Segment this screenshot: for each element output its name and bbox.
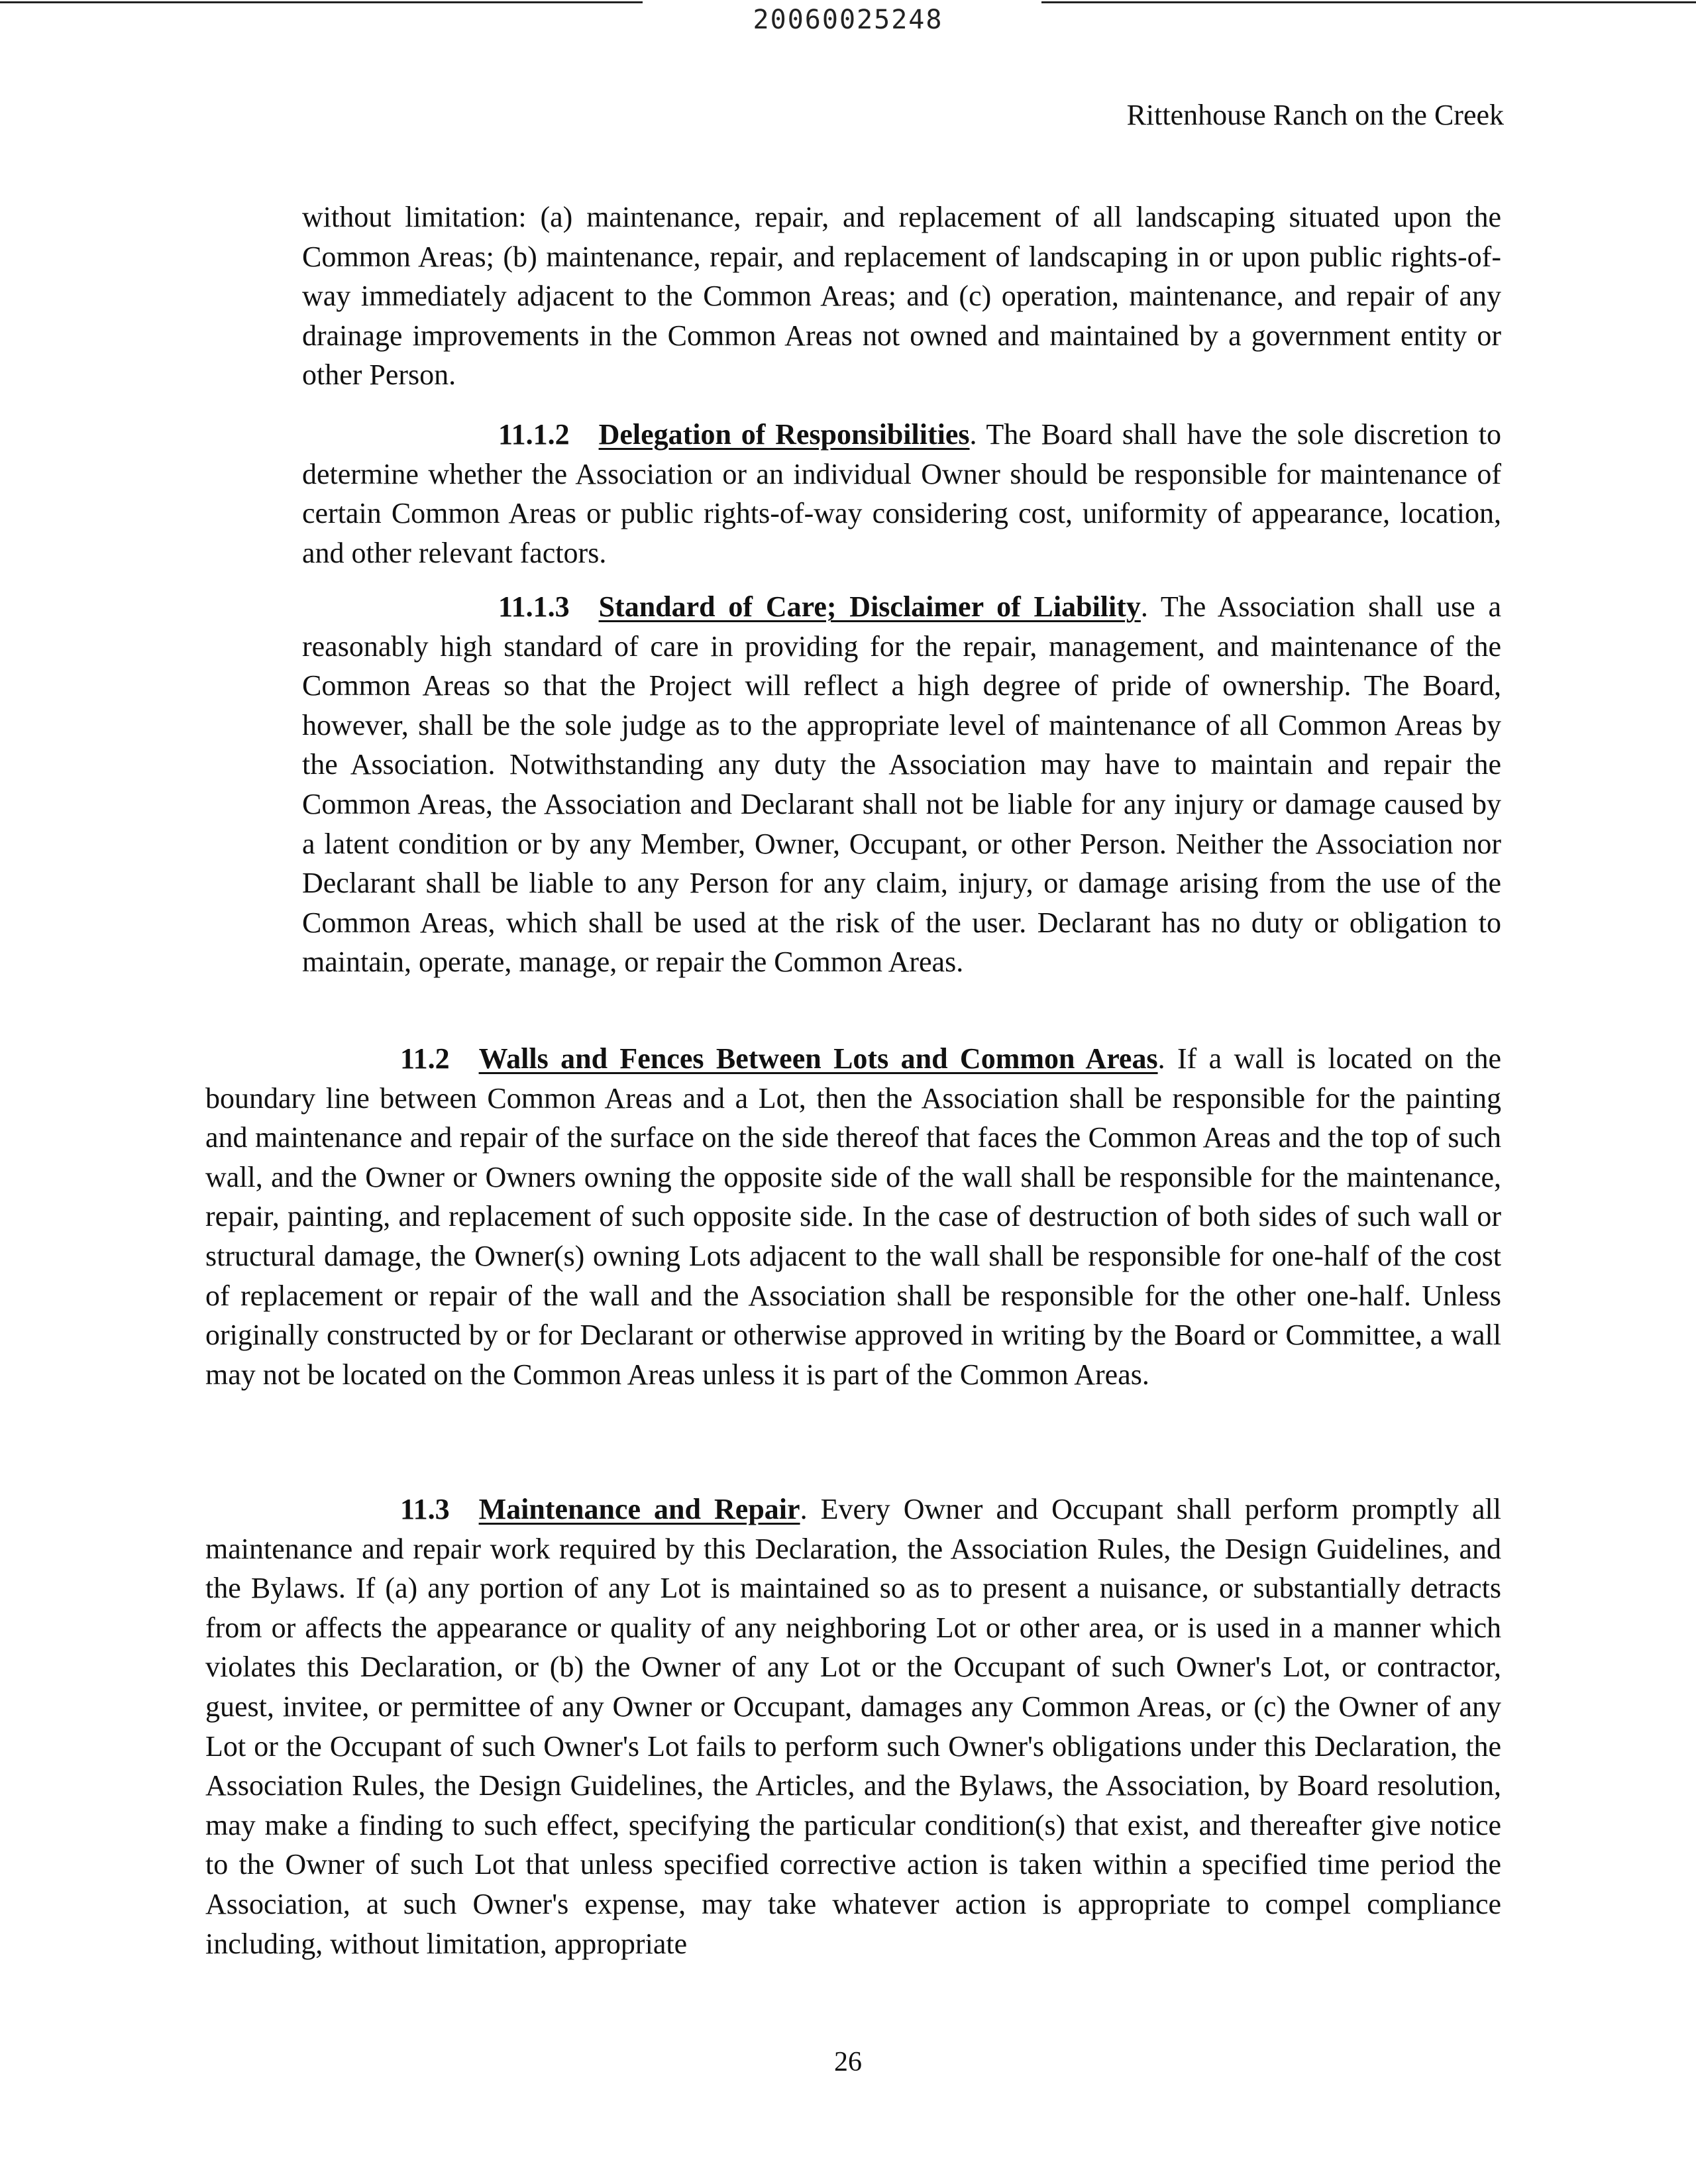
section-text: . If a wall is located on the boundary line between Common Areas and a Lot, then the Association shall be responsible for the painting and maintenance and repair of the surface on the side thereof that faces the Common Areas and the top of such wall, and the Owner or Owners owning the opposite side of the wall shall be responsible for the maintenance, repair, painting, and replacement of such opposite side. In the case of destruction of both sides of such wall or structural damage, the Owner(s) owning Lots adjacent to the wall shall be responsible for one-half of the cost of replacement or repair of the wall and the Association shall be responsible for the other one-half. Unless originally constructed by or for Declarant or otherwise approved in writing by the Board or Committee, a wall may not be located on the Common Areas unless it is part of the Common Areas. bbox=[205, 1042, 1501, 1391]
document-number: 20060025248 bbox=[753, 5, 943, 35]
section-11-1-3 bbox=[302, 587, 1501, 982]
section-number: 11.2 bbox=[400, 1042, 450, 1075]
section-number: 11.1.3 bbox=[498, 590, 570, 623]
section-number: 11.1.2 bbox=[498, 418, 570, 451]
section-heading: Walls and Fences Between Lots and Common Areas bbox=[478, 1042, 1158, 1075]
section-number: 11.3 bbox=[400, 1493, 450, 1525]
section-heading: Delegation of Responsibilities bbox=[598, 418, 970, 451]
running-header: Rittenhouse Ranch on the Creek bbox=[1126, 99, 1504, 131]
section-11-3 bbox=[205, 1490, 1501, 1963]
section-11-1-2 bbox=[302, 415, 1501, 573]
section-heading: Standard of Care; Disclaimer of Liability bbox=[598, 590, 1141, 623]
section-text: . The Board shall have the sole discretion to determine whether the Association or an individual Owner should be responsible for maintenance of certain Common Areas or public rights-of-way considering cost, uniformity of appearance, location, and other relevant factors. bbox=[302, 418, 1502, 569]
intro-paragraph: without limitation: (a) maintenance, repair, and replacement of all landscaping situated upon the Common Areas; (b) maintenance, repair, and replacement of landscaping in or upon public rights-of-way immediately adjacent to the Common Areas; and (c) operation, maintenance, and repair of any drainage improvements in the Common Areas not owned and maintained by a government entity or other Person. bbox=[302, 201, 1501, 392]
page-number: 26 bbox=[834, 2047, 862, 2077]
section-11-2 bbox=[205, 1039, 1501, 1394]
section-text: . The Association shall use a reasonably high standard of care in providing for the repair, management, and maintenance of the Common Areas so that the Project will reflect a high degree of pride of ownership. The Board, however, shall be the sole judge as to the appropriate level of maintenance of all Common Areas by the Association. Notwithstanding any duty the Association may have to maintain and repair the Common Areas, the Association and Declarant shall not be liable for any injury or damage caused by a latent condition or by any Member, Owner, Occupant, or other Person. Neither the Association nor Declarant shall be liable to any Person for any claim, injury, or damage arising from the use of the Common Areas, which shall be used at the risk of the user. Declarant has no duty or obligation to maintain, operate, manage, or repair the Common Areas. bbox=[302, 590, 1501, 979]
section-heading: Maintenance and Repair bbox=[478, 1493, 800, 1525]
section-text: . Every Owner and Occupant shall perform promptly all maintenance and repair work required by this Declaration, the Association Rules, the Design Guidelines, and the Bylaws. If (a) any portion of any Lot is maintained so as to present a nuisance, or substantially detracts from or affects the appearance or quality of any neighboring Lot or other area, or is used in a manner which violates this Declaration, or (b) the Owner of any Lot or the Occupant of such Owner's Lot, or contractor, guest, invitee, or permittee of any Owner or Occupant, damages any Common Areas, or (c) the Owner of any Lot or the Occupant of such Owner's Lot fails to perform such Owner's obligations under this Declaration, the Association Rules, the Design Guidelines, the Articles, and the Bylaws, the Association, by Board resolution, may make a finding to such effect, specifying the particular condition(s) that exist, and thereafter give notice to the Owner of such Lot that unless specified corrective action is taken within a specified time period the Association, at such Owner's expense, may take whatever action is appropriate to compel compliance including, without limitation, appropriate bbox=[205, 1493, 1501, 1960]
